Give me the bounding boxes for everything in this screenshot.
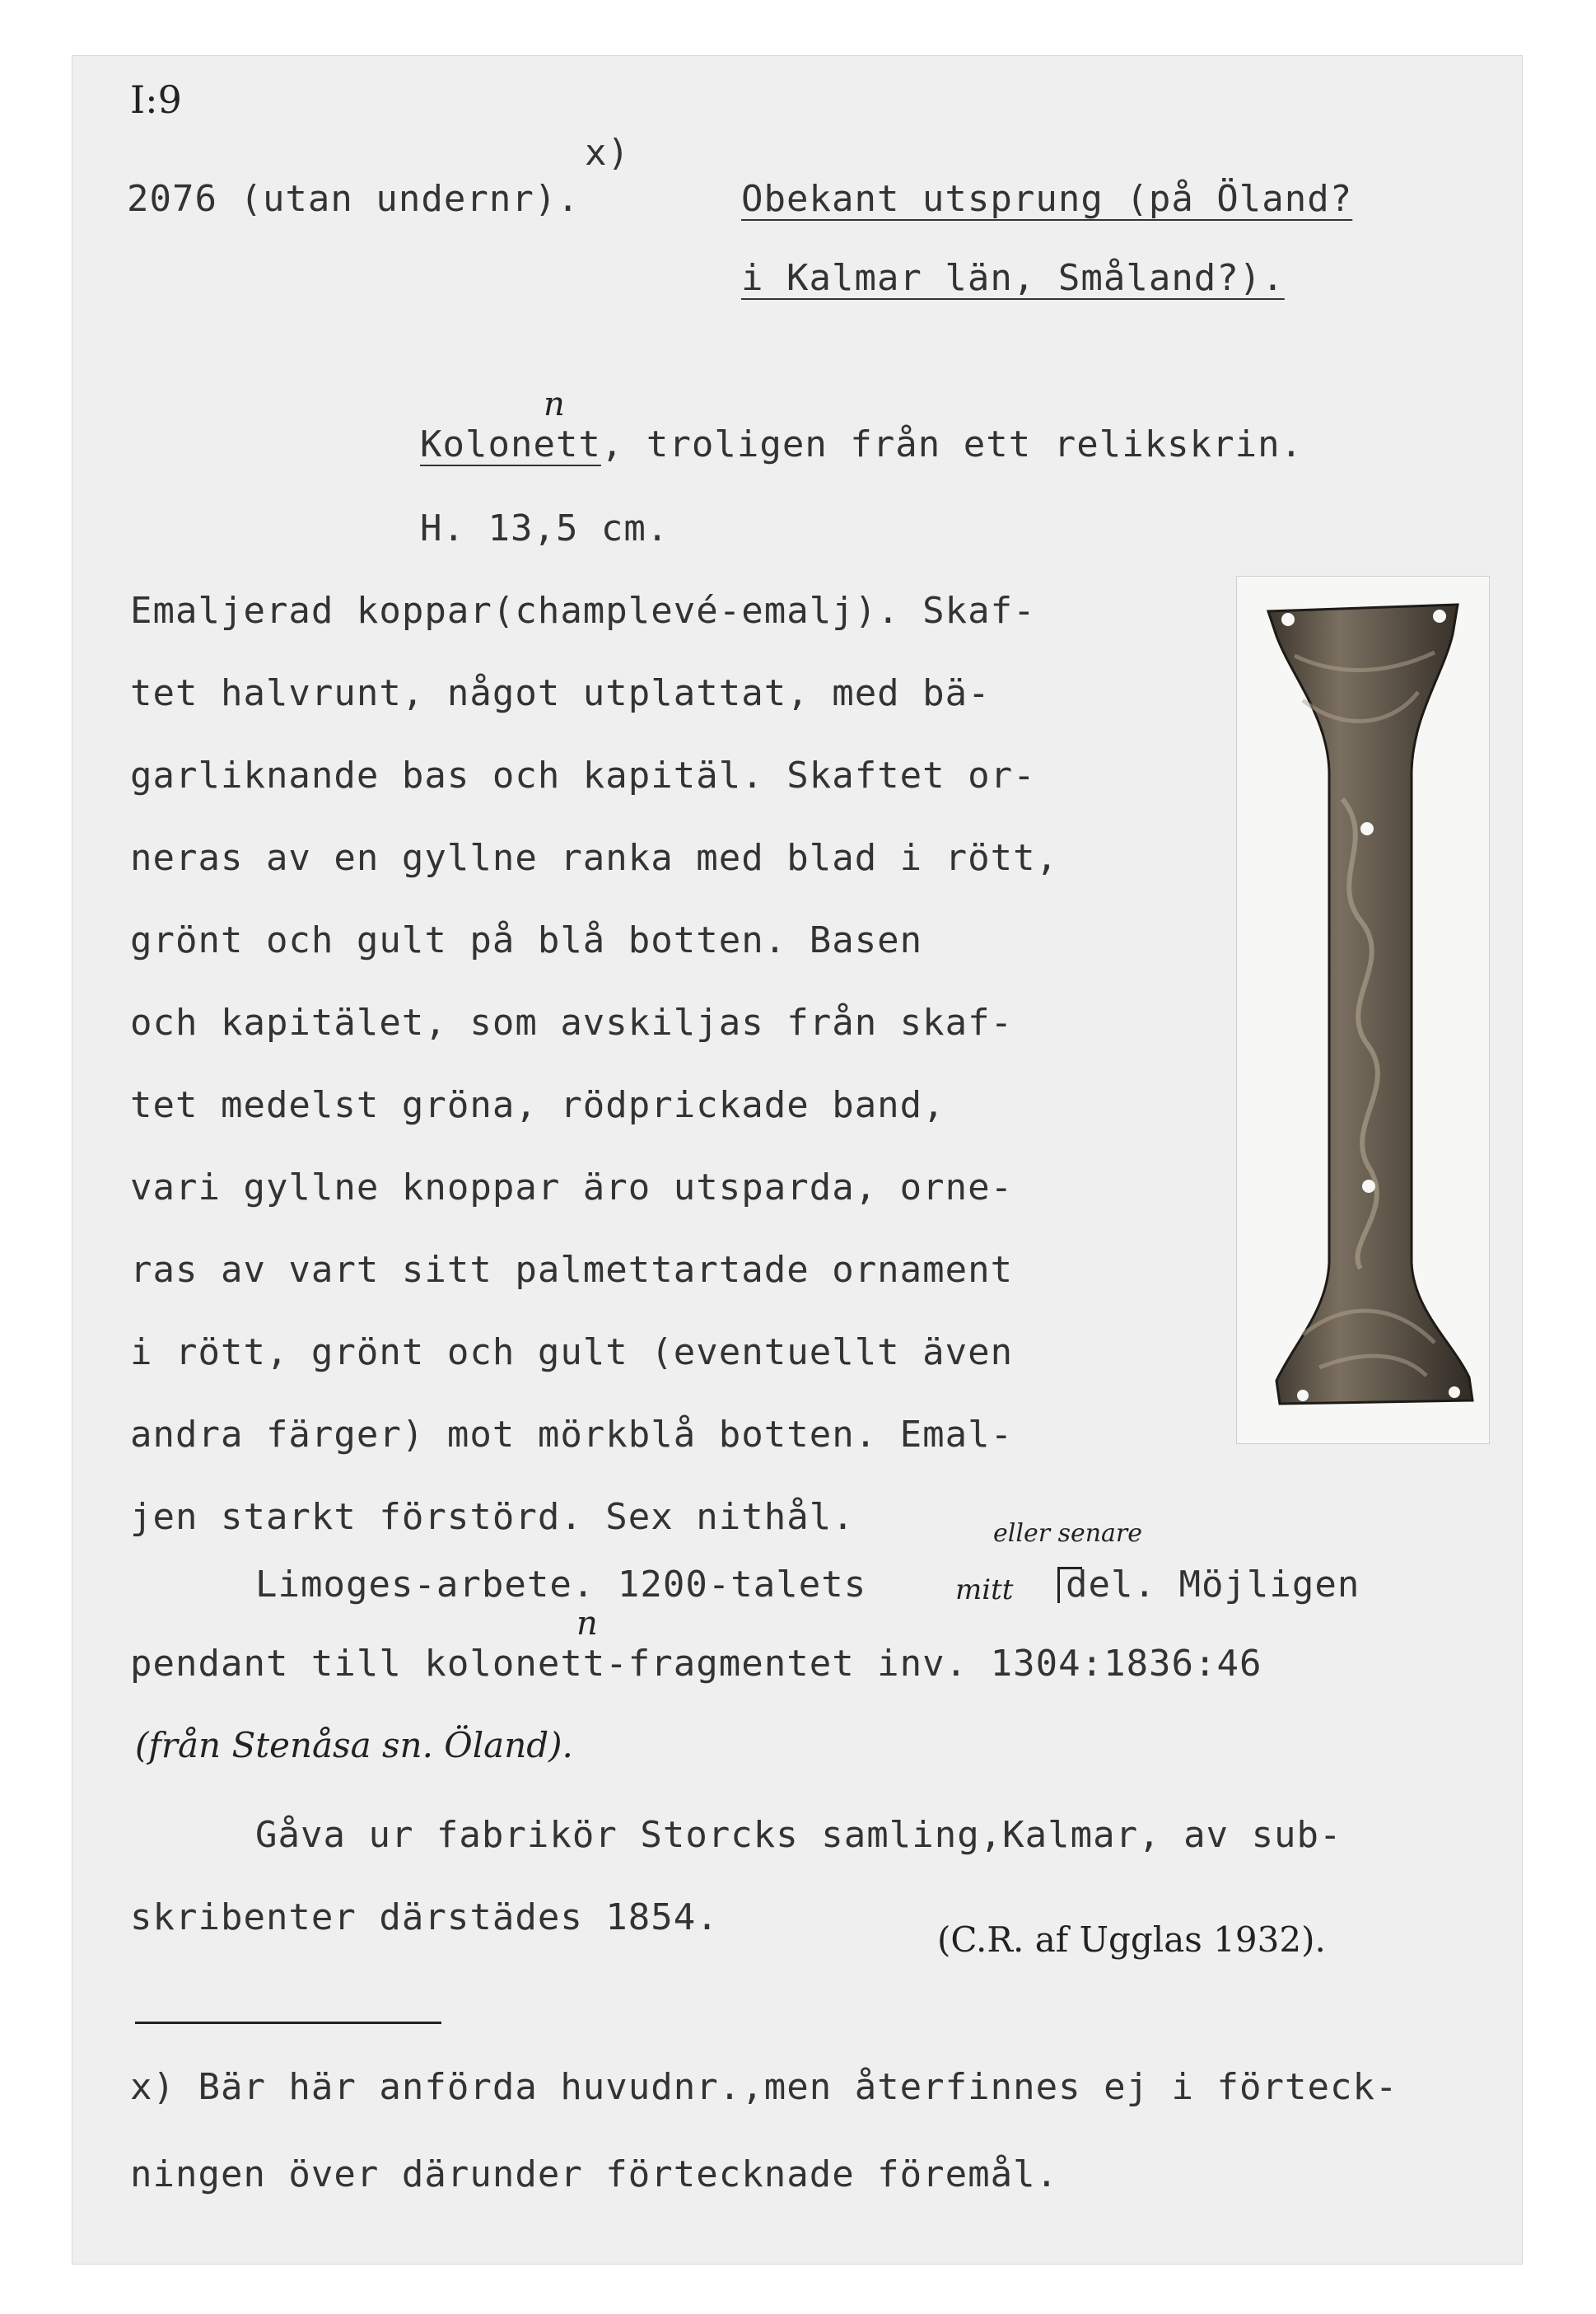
description-line: tet medelst gröna, rödprickade band,	[130, 1084, 945, 1126]
title-correction: n	[544, 386, 565, 423]
description-line: tet halvrunt, något utplattat, med bä-	[130, 672, 991, 714]
title-rest: , troligen från ett relikskrin.	[600, 423, 1304, 465]
handwritten-insert: eller senare	[993, 1519, 1143, 1548]
description-line: i rött, grönt och gult (eventuellt även	[130, 1331, 1014, 1373]
gift-line-1: Gåva ur fabrikör Storcks samling,Kalmar, av sub-	[255, 1814, 1342, 1856]
handwritten-provenance: (från Stenåsa sn. Öland).	[135, 1725, 573, 1765]
title-word: Kolonett	[420, 423, 601, 465]
description-line: neras av en gyllne ranka med blad i rött,	[130, 837, 1059, 879]
description-line: andra färger) mot mörkblå botten. Emal-	[130, 1414, 1014, 1456]
footnote-divider	[135, 2022, 441, 2024]
inventory-number: 2076 (utan undernr).	[127, 178, 580, 220]
kolonett-correction: n	[576, 1605, 598, 1643]
description-line: garliknande bas och kapitäl. Skaftet or-	[130, 755, 1036, 797]
description-line: vari gyllne knoppar äro utsparda, orne-	[130, 1166, 1014, 1208]
author-note: (C.R. af Ugglas 1932).	[937, 1919, 1326, 1960]
colonette-image	[1237, 577, 1489, 1443]
object-title	[420, 423, 1303, 465]
gift-line-2: skribenter därstädes 1854.	[130, 1896, 719, 1938]
description-line: Emaljerad koppar(champlevé-emalj). Skaf-	[130, 590, 1036, 632]
description-line: ras av vart sitt palmettartade ornament	[130, 1249, 1014, 1291]
description-line: och kapitälet, som avskiljas från skaf-	[130, 1002, 1014, 1044]
colonette-photo	[1237, 577, 1489, 1443]
footnote-line-2: ningen över därunder förtecknade föremål.	[130, 2153, 1059, 2195]
origin-line-2: i Kalmar län, Småland?).	[741, 257, 1285, 299]
footnote-mark: x)	[585, 132, 630, 174]
limoges-line-a: Limoges-arbete. 1200-talets	[255, 1564, 867, 1606]
object-height: H. 13,5 cm.	[420, 507, 670, 549]
handwritten-mitt: mitt	[955, 1573, 1014, 1606]
description-line: jen starkt förstörd. Sex nithål.	[130, 1496, 855, 1538]
limoges-line-2: pendant till kolonett-fragmentet inv. 1304:1836:46	[130, 1643, 1262, 1685]
description-line: grönt och gult på blå botten. Basen	[130, 919, 923, 961]
limoges-line-b: del. Möjligen	[1066, 1564, 1360, 1606]
origin-line-1: Obekant utsprung (på Öland?	[741, 178, 1353, 220]
insert-caret	[1057, 1567, 1060, 1603]
corner-note: I:9	[130, 77, 182, 122]
footnote-line-1: x) Bär här anförda huvudnr.,men återfinnes ej i förteck-	[130, 2066, 1398, 2108]
catalog-card	[72, 56, 1522, 2264]
